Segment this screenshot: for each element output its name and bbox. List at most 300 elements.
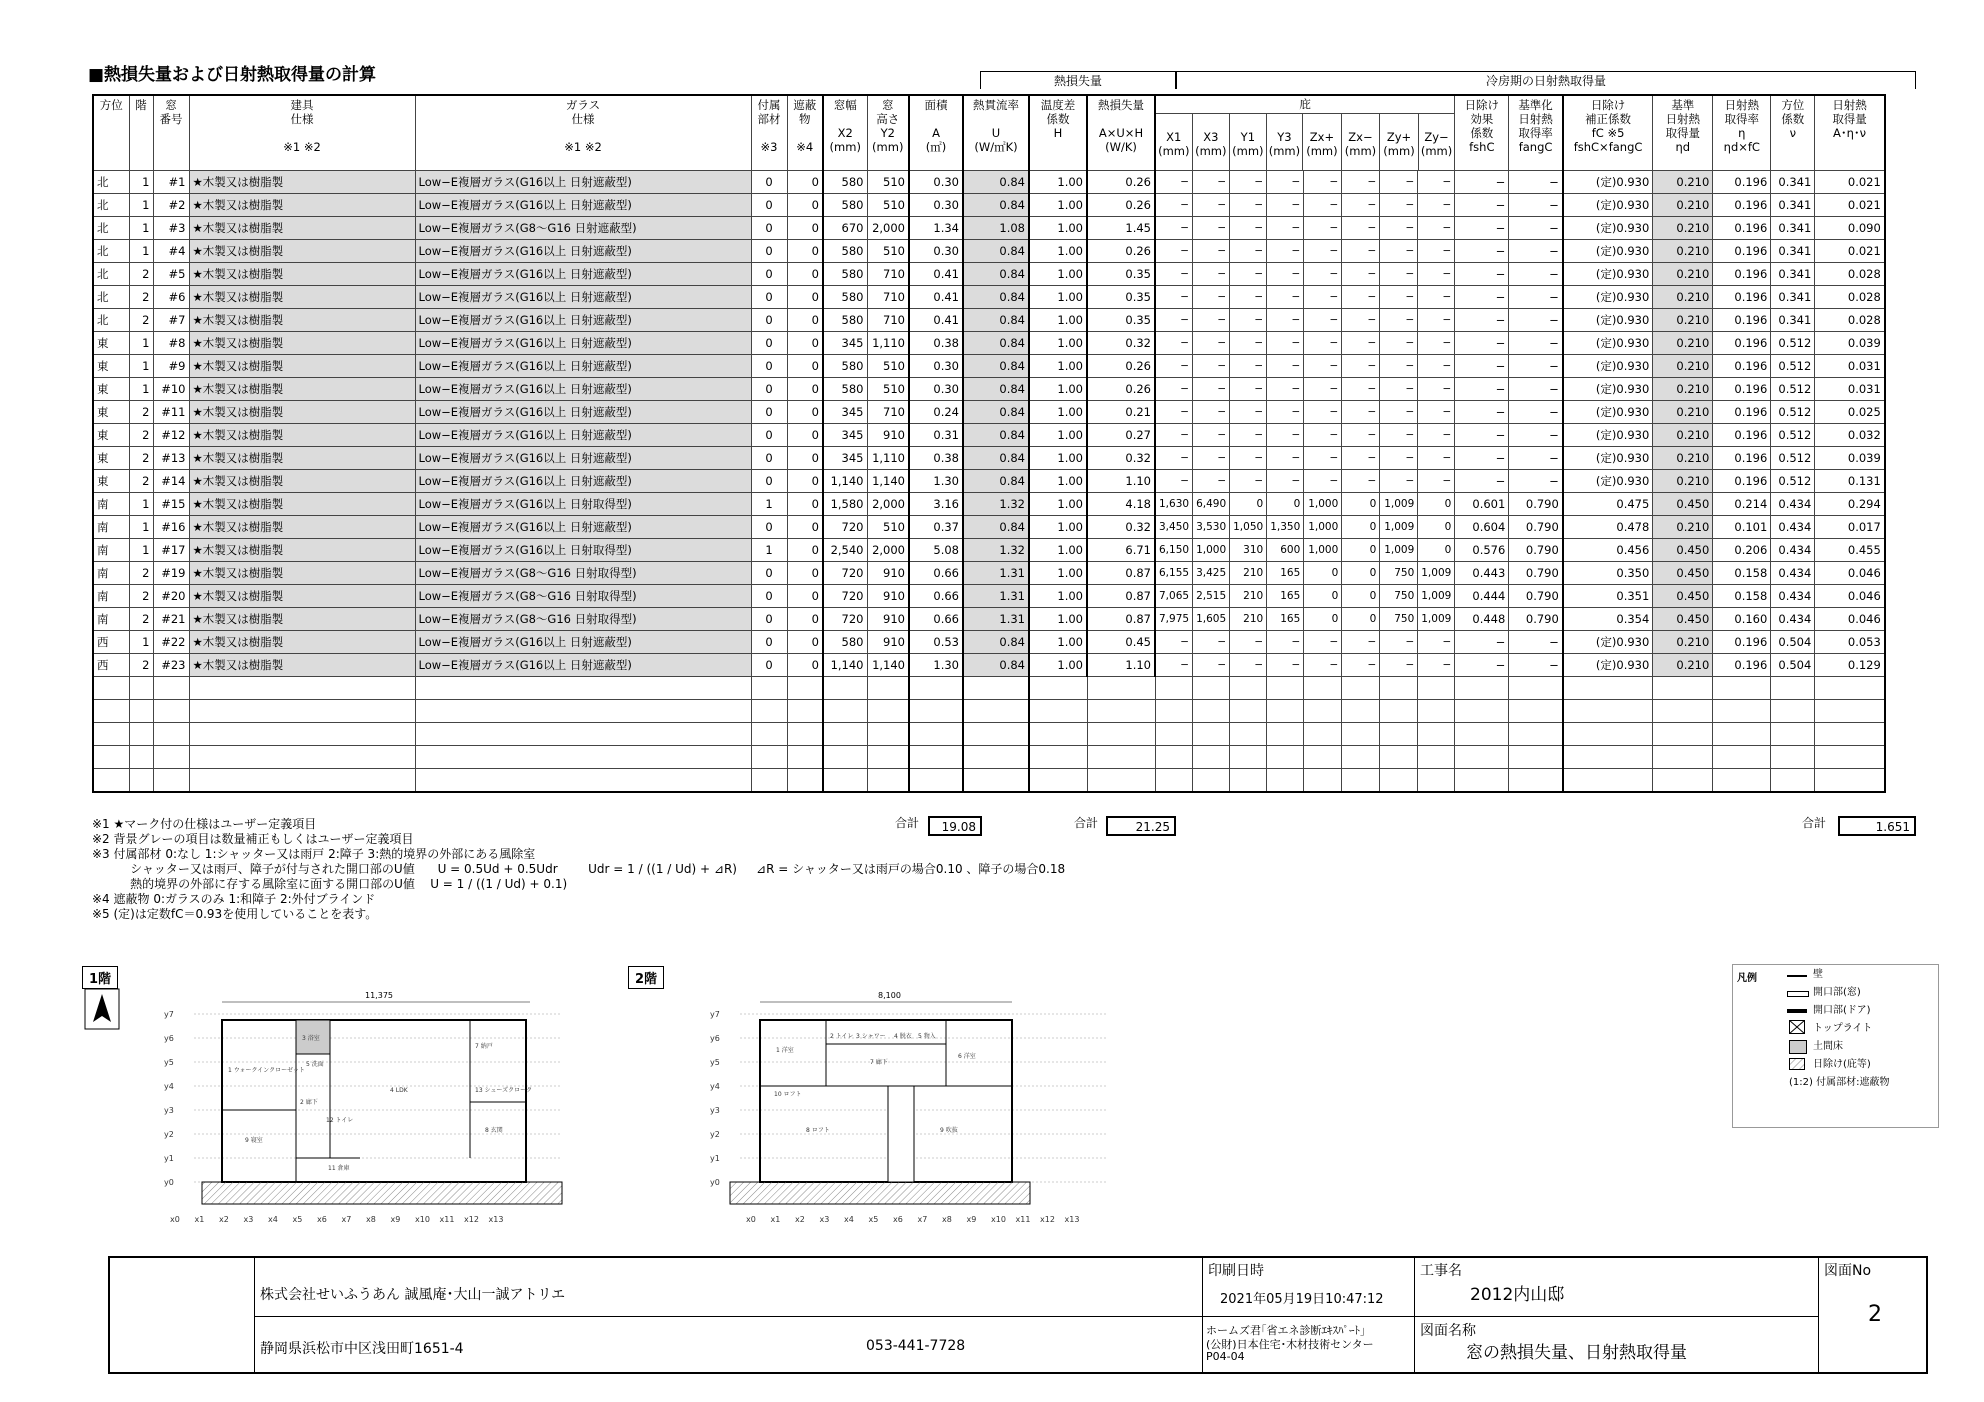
tick-label: y4 (164, 1082, 174, 1091)
cell-hc: 1.00 (1029, 217, 1087, 240)
cell-zyp: 1,009 (1380, 493, 1418, 516)
cell-dir: 東 (93, 447, 129, 470)
cell-w: 345 (823, 424, 867, 447)
th-fangc: 基準化 日射熱 取得率 fangC (1509, 95, 1563, 171)
cell-gain: 0.021 (1815, 194, 1885, 217)
cell-u: 1.31 (963, 585, 1029, 608)
cell-fshc: − (1455, 401, 1509, 424)
cell-glass: Low−E複層ガラス(G16以上 日射遮蔽型) (415, 286, 751, 309)
cell-no: #9 (153, 355, 189, 378)
cell-floor: 2 (129, 447, 153, 470)
empty-row (93, 746, 1885, 769)
cell-zyp: − (1380, 654, 1418, 677)
cell-x1: − (1155, 263, 1193, 286)
title-block (108, 1256, 1928, 1374)
cell-y1: 310 (1230, 539, 1267, 562)
cell-floor: 1 (129, 217, 153, 240)
cell-shade: 0 (787, 401, 823, 424)
cell-no: #22 (153, 631, 189, 654)
cell-zxm: − (1342, 309, 1380, 332)
cell-frame: ★木製又は樹脂製 (189, 332, 415, 355)
cell-frame: ★木製又は樹脂製 (189, 309, 415, 332)
header-row (93, 95, 1885, 171)
cell-area: 0.66 (909, 585, 963, 608)
cell-zxp: − (1304, 424, 1342, 447)
cell-zym: − (1418, 194, 1455, 217)
cell-x1: 6,150 (1155, 539, 1193, 562)
cell-glass: Low−E複層ガラス(G16以上 日射遮蔽型) (415, 424, 751, 447)
cell-frame: ★木製又は樹脂製 (189, 401, 415, 424)
cell-no: #13 (153, 447, 189, 470)
cell-y3: − (1267, 309, 1304, 332)
cell-x3: − (1193, 171, 1230, 194)
cell-x1: 7,975 (1155, 608, 1193, 631)
tick-label: x8 (366, 1215, 376, 1224)
cell-loss: 0.35 (1087, 286, 1155, 309)
tick-label: x7 (341, 1215, 352, 1224)
sheet-number: 2 (1868, 1302, 1882, 1327)
cell-loss: 6.71 (1087, 539, 1155, 562)
cell-h: 2,000 (867, 217, 909, 240)
cell-h: 710 (867, 263, 909, 286)
th-u: 熱貫流率 U (W/㎡K) (963, 95, 1029, 171)
cell-fshc: − (1455, 470, 1509, 493)
cell-x3: 3,530 (1193, 516, 1230, 539)
cell-h: 1,110 (867, 447, 909, 470)
cell-loss: 0.26 (1087, 194, 1155, 217)
cell-att: 0 (751, 585, 787, 608)
cell-etad: 0.210 (1653, 332, 1713, 355)
cell-zym: − (1418, 286, 1455, 309)
cell-fshc: − (1455, 309, 1509, 332)
tick-label: x8 (942, 1215, 952, 1224)
cell-fangc: − (1509, 240, 1563, 263)
cell-h: 910 (867, 585, 909, 608)
svg-text:12 トイレ: 12 トイレ (326, 1117, 354, 1124)
cell-hc: 1.00 (1029, 194, 1087, 217)
cell-zxm: − (1342, 332, 1380, 355)
cell-hc: 1.00 (1029, 263, 1087, 286)
cell-loss: 1.10 (1087, 654, 1155, 677)
cell-zxm: 0 (1342, 608, 1380, 631)
cell-zxp: 1,000 (1304, 493, 1342, 516)
cell-y3: − (1267, 332, 1304, 355)
cell-y1: − (1230, 424, 1267, 447)
svg-text:9 寝室: 9 寝室 (245, 1137, 263, 1144)
tick-label: x5 (868, 1215, 879, 1224)
svg-text:8 ロフト: 8 ロフト (806, 1127, 830, 1134)
cell-dir: 東 (93, 470, 129, 493)
cell-zxp: 0 (1304, 562, 1342, 585)
cell-area: 0.66 (909, 608, 963, 631)
cell-area: 0.38 (909, 332, 963, 355)
floor1-width-dim: 11,375 (365, 991, 393, 1000)
cell-fc: (定)0.930 (1563, 240, 1653, 263)
th-x3: X3 (mm) (1193, 114, 1231, 170)
cell-hc: 1.00 (1029, 585, 1087, 608)
cell-dir: 東 (93, 401, 129, 424)
cell-zxp: − (1304, 378, 1342, 401)
cell-w: 580 (823, 171, 867, 194)
cell-glass: Low−E複層ガラス(G16以上 日射取得型) (415, 539, 751, 562)
cell-x1: 1,630 (1155, 493, 1193, 516)
tick-label: x1 (770, 1215, 781, 1224)
cell-etad: 0.450 (1653, 585, 1713, 608)
cell-fangc: 0.790 (1509, 539, 1563, 562)
cell-y1: − (1230, 309, 1267, 332)
cell-fc: (定)0.930 (1563, 309, 1653, 332)
cell-fshc: − (1455, 240, 1509, 263)
cell-fshc: − (1455, 217, 1509, 240)
cell-fc: (定)0.930 (1563, 378, 1653, 401)
cell-fc: 0.351 (1563, 585, 1653, 608)
cell-dir: 北 (93, 194, 129, 217)
total-label-loss: 合計 (1074, 816, 1099, 830)
cell-u: 0.84 (963, 516, 1029, 539)
cell-frame: ★木製又は樹脂製 (189, 378, 415, 401)
th-eave: 庇 (1156, 96, 1454, 114)
cell-etad: 0.450 (1653, 539, 1713, 562)
cell-att: 0 (751, 654, 787, 677)
cell-u: 0.84 (963, 194, 1029, 217)
cell-zym: 1,009 (1418, 608, 1455, 631)
cell-fc: (定)0.930 (1563, 263, 1653, 286)
cell-floor: 1 (129, 332, 153, 355)
cell-zym: − (1418, 424, 1455, 447)
cell-w: 670 (823, 217, 867, 240)
empty-row (93, 700, 1885, 723)
print-date: 2021年05月19日10:47:12 (1220, 1292, 1384, 1307)
cell-no: #6 (153, 286, 189, 309)
cell-frame: ★木製又は樹脂製 (189, 217, 415, 240)
cell-floor: 1 (129, 493, 153, 516)
cell-fshc: 0.601 (1455, 493, 1509, 516)
cell-gain: 0.028 (1815, 309, 1885, 332)
cell-zym: 0 (1418, 516, 1455, 539)
cell-fshc: − (1455, 378, 1509, 401)
cell-fc: (定)0.930 (1563, 654, 1653, 677)
cell-x3: − (1193, 401, 1230, 424)
cell-area: 1.30 (909, 470, 963, 493)
cell-loss: 0.21 (1087, 401, 1155, 424)
cell-eta: 0.101 (1713, 516, 1771, 539)
cell-att: 0 (751, 470, 787, 493)
cell-u: 1.31 (963, 562, 1029, 585)
table-row (93, 470, 1885, 493)
cell-w: 580 (823, 355, 867, 378)
cell-att: 1 (751, 493, 787, 516)
cell-u: 1.32 (963, 539, 1029, 562)
cell-frame: ★木製又は樹脂製 (189, 493, 415, 516)
note-4: ※4 遮蔽物 0:ガラスのみ 1:和障子 2:外付ブラインド (92, 892, 376, 906)
cell-zyp: − (1380, 401, 1418, 424)
cell-eta: 0.196 (1713, 194, 1771, 217)
cell-att: 1 (751, 539, 787, 562)
tick-label: y0 (164, 1178, 174, 1187)
cell-x3: − (1193, 286, 1230, 309)
cell-y1: − (1230, 240, 1267, 263)
tick-label: x7 (917, 1215, 928, 1224)
tick-label: y3 (164, 1106, 174, 1115)
cell-x1: − (1155, 355, 1193, 378)
th-fc: 日除け 補正係数 fC ※5 fshC×fangC (1563, 95, 1653, 171)
cell-hc: 1.00 (1029, 654, 1087, 677)
cell-fshc: − (1455, 263, 1509, 286)
cell-glass: Low−E複層ガラス(G8〜G16 日射取得型) (415, 585, 751, 608)
tick-label: x11 (1015, 1215, 1031, 1224)
th-att: 付属 部材 ※3 (751, 95, 787, 171)
cell-area: 0.37 (909, 516, 963, 539)
cell-x1: − (1155, 286, 1193, 309)
cell-u: 0.84 (963, 286, 1029, 309)
cell-zxm: 0 (1342, 539, 1380, 562)
cell-eta: 0.196 (1713, 447, 1771, 470)
cell-y1: − (1230, 654, 1267, 677)
cell-shade: 0 (787, 332, 823, 355)
cell-no: #14 (153, 470, 189, 493)
cell-shade: 0 (787, 562, 823, 585)
cell-shade: 0 (787, 286, 823, 309)
cell-nu: 0.341 (1771, 263, 1815, 286)
cell-zxm: − (1342, 240, 1380, 263)
cell-loss: 0.87 (1087, 562, 1155, 585)
cell-no: #4 (153, 240, 189, 263)
floor2-width-dim: 8,100 (878, 991, 901, 1000)
tick-label: y1 (710, 1154, 720, 1163)
cell-y3: − (1267, 378, 1304, 401)
empty-row (93, 723, 1885, 746)
cell-frame: ★木製又は樹脂製 (189, 286, 415, 309)
cell-w: 720 (823, 608, 867, 631)
table-row (93, 355, 1885, 378)
cell-floor: 2 (129, 309, 153, 332)
cell-dir: 東 (93, 378, 129, 401)
cell-w: 345 (823, 332, 867, 355)
cell-y3: 165 (1267, 608, 1304, 631)
cell-fangc: − (1509, 194, 1563, 217)
cell-fshc: − (1455, 447, 1509, 470)
svg-text:7 納戸: 7 納戸 (475, 1043, 493, 1050)
cell-w: 2,540 (823, 539, 867, 562)
cell-dir: 北 (93, 309, 129, 332)
note-2: ※2 背景グレーの項目は数量補正もしくはユーザー定義項目 (92, 832, 414, 846)
cell-x1: − (1155, 401, 1193, 424)
cell-y1: − (1230, 378, 1267, 401)
th-gain: 日射熱 取得量 A･η･ν (1815, 95, 1885, 171)
table-row (93, 424, 1885, 447)
cell-zxp: − (1304, 332, 1342, 355)
cell-loss: 0.35 (1087, 263, 1155, 286)
cell-fangc: − (1509, 171, 1563, 194)
cell-u: 0.84 (963, 263, 1029, 286)
cell-y1: − (1230, 332, 1267, 355)
cell-nu: 0.512 (1771, 447, 1815, 470)
cell-x1: − (1155, 378, 1193, 401)
cell-no: #5 (153, 263, 189, 286)
cell-zym: − (1418, 332, 1455, 355)
cell-x3: − (1193, 263, 1230, 286)
table-row (93, 401, 1885, 424)
cell-etad: 0.210 (1653, 424, 1713, 447)
notes (92, 817, 1065, 922)
cell-shade: 0 (787, 240, 823, 263)
cell-loss: 0.26 (1087, 171, 1155, 194)
cell-y3: − (1267, 631, 1304, 654)
cell-x1: − (1155, 309, 1193, 332)
total-label-area: 合計 (895, 816, 920, 830)
cell-hc: 1.00 (1029, 171, 1087, 194)
cell-fc: 0.478 (1563, 516, 1653, 539)
cell-w: 720 (823, 562, 867, 585)
table-row (93, 539, 1885, 562)
floor2-label: 2階 (628, 966, 664, 989)
tick-label: y3 (710, 1106, 720, 1115)
cell-h: 910 (867, 608, 909, 631)
cell-u: 0.84 (963, 309, 1029, 332)
legend (1732, 964, 1939, 1128)
th-area: 面積 A (㎡) (909, 95, 963, 171)
cell-att: 0 (751, 378, 787, 401)
cell-y1: 0 (1230, 493, 1267, 516)
legend-earth-floor: 土間床 (1813, 1041, 1843, 1052)
cell-no: #3 (153, 217, 189, 240)
cell-shade: 0 (787, 263, 823, 286)
cell-glass: Low−E複層ガラス(G16以上 日射遮蔽型) (415, 401, 751, 424)
cell-frame: ★木製又は樹脂製 (189, 355, 415, 378)
floor1-label: 1階 (82, 966, 118, 989)
cell-shade: 0 (787, 493, 823, 516)
note-1: ※1 ★マーク付の仕様はユーザー定義項目 (92, 817, 317, 831)
cell-w: 580 (823, 309, 867, 332)
table-row (93, 263, 1885, 286)
cell-zxp: − (1304, 470, 1342, 493)
tick-label: x11 (439, 1215, 455, 1224)
table-row (93, 562, 1885, 585)
cell-zym: − (1418, 470, 1455, 493)
cell-floor: 2 (129, 562, 153, 585)
cell-glass: Low−E複層ガラス(G16以上 日射遮蔽型) (415, 516, 751, 539)
cell-nu: 0.341 (1771, 309, 1815, 332)
cell-y3: 600 (1267, 539, 1304, 562)
drawing-name: 窓の熱損失量、日射熱取得量 (1466, 1343, 1687, 1363)
tick-label: y7 (164, 1010, 174, 1019)
cell-frame: ★木製又は樹脂製 (189, 194, 415, 217)
table-row (93, 286, 1885, 309)
svg-text:6 洋室: 6 洋室 (958, 1053, 976, 1060)
th-hcoef: 温度差 係数 H (1029, 95, 1087, 171)
th-h: 窓 高さ Y2 (mm) (867, 95, 909, 171)
th-zxp: Zx+ (mm) (1303, 114, 1342, 170)
cell-shade: 0 (787, 608, 823, 631)
cell-fangc: − (1509, 286, 1563, 309)
cell-zxm: 0 (1342, 493, 1380, 516)
cell-x3: 6,490 (1193, 493, 1230, 516)
project-label: 工事名 (1420, 1263, 1462, 1279)
cell-glass: Low−E複層ガラス(G16以上 日射取得型) (415, 493, 751, 516)
cell-zxp: − (1304, 401, 1342, 424)
tick-label: x0 (746, 1215, 756, 1224)
cell-eta: 0.196 (1713, 631, 1771, 654)
cell-eta: 0.158 (1713, 585, 1771, 608)
cell-fc: (定)0.930 (1563, 332, 1653, 355)
cell-u: 0.84 (963, 355, 1029, 378)
cell-frame: ★木製又は樹脂製 (189, 171, 415, 194)
cell-floor: 1 (129, 539, 153, 562)
cell-h: 510 (867, 355, 909, 378)
cell-zym: − (1418, 217, 1455, 240)
cell-glass: Low−E複層ガラス(G16以上 日射遮蔽型) (415, 631, 751, 654)
empty-row (93, 769, 1885, 792)
cell-u: 1.08 (963, 217, 1029, 240)
cell-y3: 1,350 (1267, 516, 1304, 539)
cell-zyp: − (1380, 355, 1418, 378)
note-5: ※5 (定)は定数fC＝0.93を使用していることを表す。 (92, 907, 378, 921)
tick-label: y7 (710, 1010, 720, 1019)
cell-floor: 1 (129, 240, 153, 263)
cell-dir: 南 (93, 585, 129, 608)
svg-text:5 洗面: 5 洗面 (306, 1061, 324, 1068)
cell-nu: 0.512 (1771, 332, 1815, 355)
th-no: 窓 番号 (153, 95, 189, 171)
cell-w: 580 (823, 378, 867, 401)
legend-wall: 壁 (1813, 969, 1823, 980)
cell-w: 345 (823, 447, 867, 470)
cell-etad: 0.210 (1653, 631, 1713, 654)
cell-x3: − (1193, 217, 1230, 240)
cell-shade: 0 (787, 539, 823, 562)
cell-y3: − (1267, 401, 1304, 424)
svg-text:5 物入: 5 物入 (918, 1033, 936, 1040)
svg-text:4 LDK: 4 LDK (390, 1087, 408, 1094)
cell-nu: 0.341 (1771, 217, 1815, 240)
cell-fshc: − (1455, 424, 1509, 447)
window-table (92, 94, 1886, 793)
cell-zyp: − (1380, 240, 1418, 263)
cell-fangc: − (1509, 355, 1563, 378)
cell-area: 1.30 (909, 654, 963, 677)
cell-x1: 7,065 (1155, 585, 1193, 608)
cell-no: #7 (153, 309, 189, 332)
cell-fshc: 0.604 (1455, 516, 1509, 539)
cell-fc: (定)0.930 (1563, 217, 1653, 240)
tick-label: x3 (243, 1215, 254, 1224)
cell-frame: ★木製又は樹脂製 (189, 585, 415, 608)
table-row (93, 240, 1885, 263)
table-row (93, 608, 1885, 631)
cell-shade: 0 (787, 309, 823, 332)
cell-att: 0 (751, 447, 787, 470)
cell-etad: 0.210 (1653, 516, 1713, 539)
th-zyp: Zy+ (mm) (1380, 114, 1419, 170)
cell-no: #21 (153, 608, 189, 631)
cell-hc: 1.00 (1029, 562, 1087, 585)
cell-gain: 0.021 (1815, 240, 1885, 263)
cell-zym: − (1418, 309, 1455, 332)
svg-text:9 吹抜: 9 吹抜 (940, 1127, 958, 1134)
cell-x1: − (1155, 631, 1193, 654)
cell-zym: − (1418, 171, 1455, 194)
cell-h: 710 (867, 309, 909, 332)
cell-zyp: − (1380, 447, 1418, 470)
cell-eta: 0.160 (1713, 608, 1771, 631)
software-name: ホームズ君｢省エネ診断ｴｷｽﾊﾟｰﾄ｣ (1206, 1324, 1366, 1337)
cell-floor: 2 (129, 654, 153, 677)
cell-glass: Low−E複層ガラス(G16以上 日射遮蔽型) (415, 309, 751, 332)
cell-h: 2,000 (867, 539, 909, 562)
cell-no: #17 (153, 539, 189, 562)
table-row (93, 378, 1885, 401)
svg-text:7 廊下: 7 廊下 (870, 1059, 888, 1066)
